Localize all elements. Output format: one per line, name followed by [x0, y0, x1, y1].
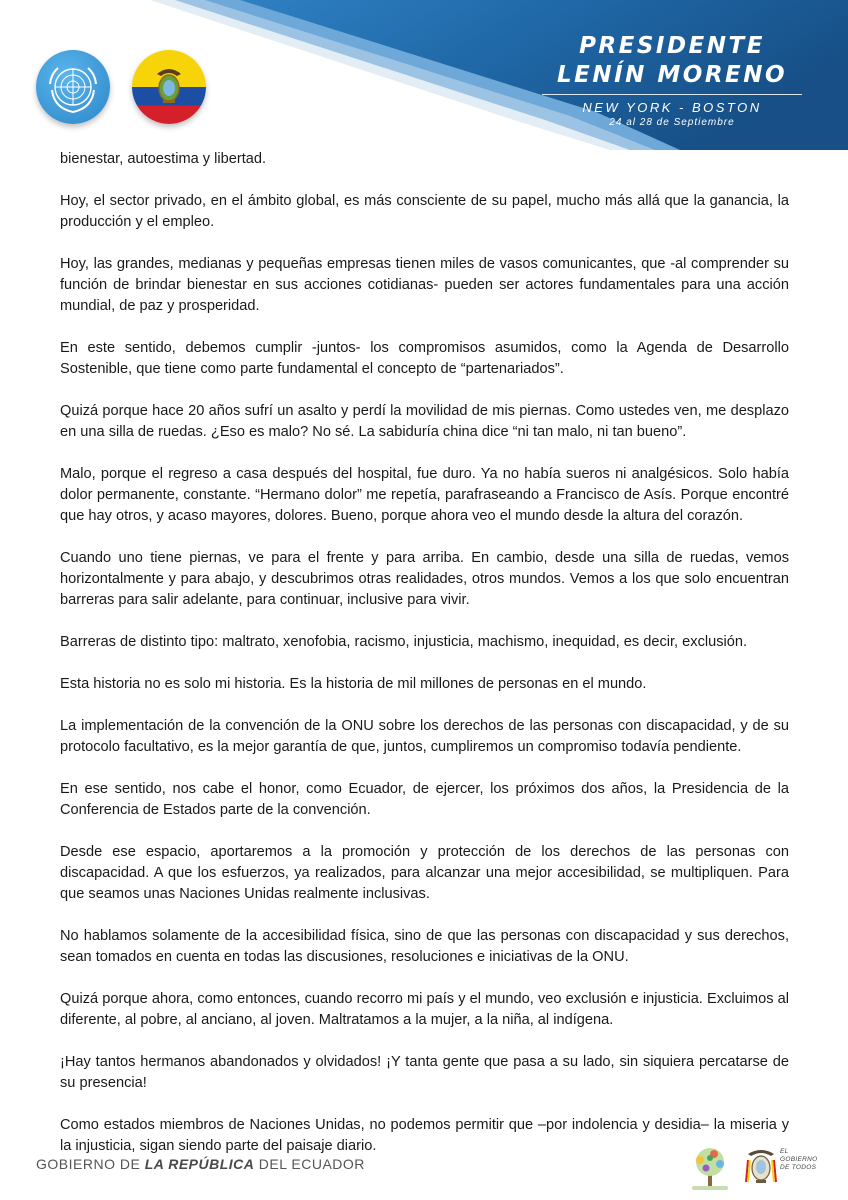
ecuador-coat-of-arms-icon: [744, 1146, 778, 1190]
event-dates: 24 al 28 de Septiembre: [609, 117, 735, 128]
paragraph: Malo, porque el regreso a casa después del hospital, fue duro. Ya no había sueros ni analgésicos. Solo había dolor permanente, constante. “Hermano dolor” me repetía, parafraseando a Francisco de Asís. Porque encontré que hay otros, y acaso mayores, dolores. Bueno, porque ahora veo el mundo desde la altura del corazón.: [60, 466, 789, 524]
footer-suffix: DEL ECUADOR: [254, 1156, 365, 1172]
speech-body: [60, 149, 789, 1178]
un-emblem-icon: [36, 50, 110, 124]
footer-emphasis: LA REPÚBLICA: [144, 1156, 255, 1172]
paragraph: No hablamos solamente de la accesibilidad física, sino de que las personas con discapacidad y sus derechos, sean tomados en cuenta en todas las discusiones, resoluciones e iniciativas de la ONU.: [60, 928, 789, 965]
el-gobierno-de-todos-label: [780, 1148, 817, 1172]
paragraph: En ese sentido, nos cabe el honor, como Ecuador, de ejercer, los próximos dos años, la Presidencia de la Conferencia de Estados parte de la convención.: [60, 781, 789, 818]
page-header: [0, 0, 848, 150]
title-divider: [542, 94, 802, 95]
event-title-block: [542, 32, 802, 130]
logo-text-line: EL: [780, 1148, 789, 1155]
paragraph: Esta historia no es solo mi historia. Es la historia de mil millones de personas en el mundo.: [60, 676, 647, 692]
paragraph: Hoy, el sector privado, en el ámbito global, es más consciente de su papel, mucho más allá que la ganancia, la producción y el empleo.: [60, 193, 789, 230]
paragraph: Desde ese espacio, aportaremos a la promoción y protección de los derechos de las personas con discapacidad. A que los esfuerzos, ya realizados, para alcanzar una mejor accesibilidad, se multipliquen. Para que seamos unas Naciones Unidas realmente inclusivas.: [60, 844, 789, 902]
paragraph: Como estados miembros de Naciones Unidas, no podemos permitir que –por indolencia y desidia– la miseria y la injusticia, sigan siendo parte del paisaje diario.: [60, 1117, 789, 1154]
paragraph: Quizá porque hace 20 años sufrí un asalto y perdí la movilidad de mis piernas. Como ustedes ven, me desplazo en una silla de ruedas. ¿Eso es malo? No sé. La sabiduría china dice “ni tan malo, ni tan bueno”.: [60, 403, 789, 440]
logo-text-line: GOBIERNO: [780, 1156, 818, 1163]
paragraph: Barreras de distinto tipo: maltrato, xenofobia, racismo, injusticia, machismo, inequidad, es decir, exclusión.: [60, 634, 748, 650]
paragraph: bienestar, autoestima y libertad.: [60, 151, 267, 167]
paragraph: Cuando uno tiene piernas, ve para el frente y para arriba. En cambio, desde una silla de ruedas, vemos horizontalmente y para abajo, y descubrimos otras realidades, otros mundos. Vemos a los que solo encuentran barreras para salir adelante, para continuar, inclusive para vivir.: [60, 550, 789, 608]
footer-government-name: [36, 1156, 365, 1172]
footer-logos: [684, 1142, 824, 1194]
footer-prefix: GOBIERNO DE: [36, 1156, 145, 1172]
paragraph: Quizá porque ahora, como entonces, cuando recorro mi país y el mundo, veo exclusión e injusticia. Excluimos al diferente, al pobre, al anciano, al joven. Maltratamos a la mujer, a la niña, al indígena.: [60, 991, 789, 1028]
ecuador-flag-coat-of-arms-icon: [132, 50, 206, 124]
paragraph: La implementación de la convención de la ONU sobre los derechos de las personas con discapacidad, y de su protocolo facultativo, es la mejor garantía de que, juntos, cumpliremos un compromiso todavía pendiente.: [60, 718, 789, 755]
title-line-1: PRESIDENTE: [579, 33, 765, 59]
paragraph: ¡Hay tantos hermanos abandonados y olvidados! ¡Y tanta gente que pasa a su lado, sin siquiera percatarse de su presencia!: [60, 1054, 789, 1091]
tree-logo-icon: [684, 1142, 736, 1194]
paragraph: En este sentido, debemos cumplir -juntos- los compromisos asumidos, como la Agenda de Desarrollo Sostenible, que tiene como parte fundamental el concepto de “partenariados”.: [60, 340, 789, 377]
logo-text-line: DE TODOS: [780, 1164, 817, 1171]
paragraph: Hoy, las grandes, medianas y pequeñas empresas tienen miles de vasos comunicantes, que -al comprender su función de brindar bienestar en sus acciones cotidianas- pueden ser actores fundamentales para una acción mundial, de paz y prosperidad.: [60, 256, 789, 314]
event-location: NEW YORK - BOSTON: [582, 100, 762, 115]
title-line-2: LENÍN MORENO: [556, 62, 788, 88]
